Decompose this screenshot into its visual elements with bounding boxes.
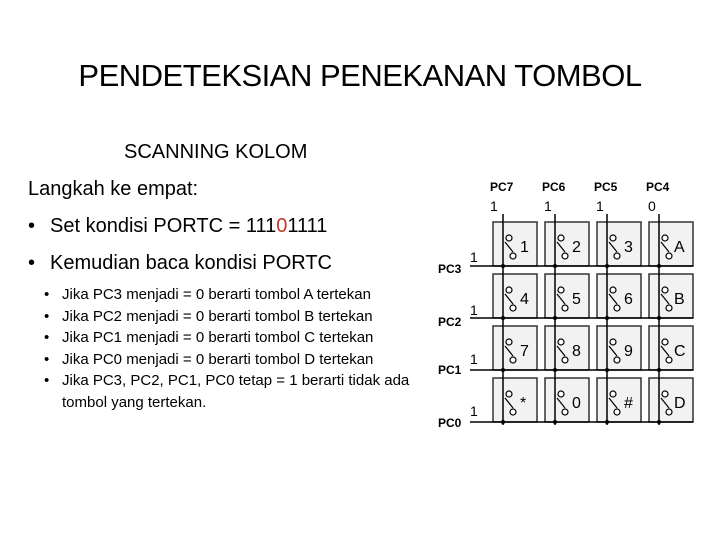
key-cell [649, 326, 693, 370]
key-cell [493, 378, 537, 422]
key-label: A [674, 239, 685, 256]
key-cell [493, 222, 537, 266]
col-bit-pc5: 1 [596, 198, 604, 214]
key-label: C [674, 343, 686, 360]
key-label: 0 [572, 395, 581, 412]
key-cell [649, 274, 693, 318]
bullet-dot-icon: • [28, 215, 36, 237]
section-subtitle: SCANNING KOLOM [124, 141, 308, 163]
key-label: 6 [624, 291, 633, 308]
portc-value-suffix: 1111 [287, 215, 328, 237]
key-cell [545, 326, 589, 370]
key-cell [597, 326, 641, 370]
step-heading: Langkah ke empat: [28, 178, 199, 200]
key-cell [545, 274, 589, 318]
key-cell [545, 222, 589, 266]
row-bit-pc1: 1 [470, 351, 478, 367]
key-label: 4 [520, 291, 529, 308]
key-label: * [520, 395, 527, 412]
row-bit-pc3: 1 [470, 249, 478, 265]
key-cell [597, 378, 641, 422]
page-title: PENDETEKSIAN PENEKANAN TOMBOL [78, 58, 642, 93]
portc-value-prefix: Set kondisi PORTC = 111 [50, 215, 277, 237]
key-label: 7 [520, 343, 529, 360]
condition-item-pc3: • Jika PC3 menjadi = 0 berarti tombol A tertekan [44, 284, 424, 306]
key-cell [493, 274, 537, 318]
key-label: B [674, 291, 685, 308]
portc-value-highlight: 0 [276, 215, 288, 237]
key-cell [493, 326, 537, 370]
key-label: 3 [624, 239, 633, 256]
col-bit-pc6: 1 [544, 198, 552, 214]
col-label-pc4: PC4 [646, 180, 670, 194]
condition-item-pc2: • Jika PC2 menjadi = 0 berarti tombol B tertekan [44, 306, 424, 328]
key-label: 1 [520, 239, 529, 256]
col-bit-pc7: 1 [490, 198, 498, 214]
bullet-dot-icon: • [28, 252, 36, 274]
key-cell [545, 378, 589, 422]
key-cell [649, 222, 693, 266]
row-label-pc1: PC1 [438, 363, 462, 377]
key-label: 2 [572, 239, 581, 256]
condition-item-none: • Jika PC3, PC2, PC1, PC0 tetap = 1 berarti tidak ada tombol yang tertekan. [44, 370, 424, 413]
key-label: 5 [572, 291, 581, 308]
col-bit-pc4: 0 [648, 198, 656, 214]
col-label-pc5: PC5 [594, 180, 618, 194]
key-label: 9 [624, 343, 633, 360]
col-label-pc7: PC7 [490, 180, 514, 194]
col-label-pc6: PC6 [542, 180, 566, 194]
read-portc-text: Kemudian baca kondisi PORTC [50, 252, 332, 274]
row-bit-pc2: 1 [470, 302, 478, 318]
key-cell [597, 274, 641, 318]
key-label: D [674, 395, 686, 412]
row-label-pc0: PC0 [438, 416, 462, 430]
key-cell [649, 378, 693, 422]
row-bit-pc0: 1 [470, 403, 478, 419]
row-label-pc3: PC3 [438, 262, 462, 276]
condition-item-pc1: • Jika PC1 menjadi = 0 berarti tombol C tertekan [44, 327, 424, 349]
condition-item-pc0: • Jika PC0 menjadi = 0 berarti tombol D tertekan [44, 349, 424, 371]
row-label-pc2: PC2 [438, 315, 462, 329]
key-label: # [624, 395, 633, 412]
key-cell [597, 222, 641, 266]
key-label: 8 [572, 343, 581, 360]
